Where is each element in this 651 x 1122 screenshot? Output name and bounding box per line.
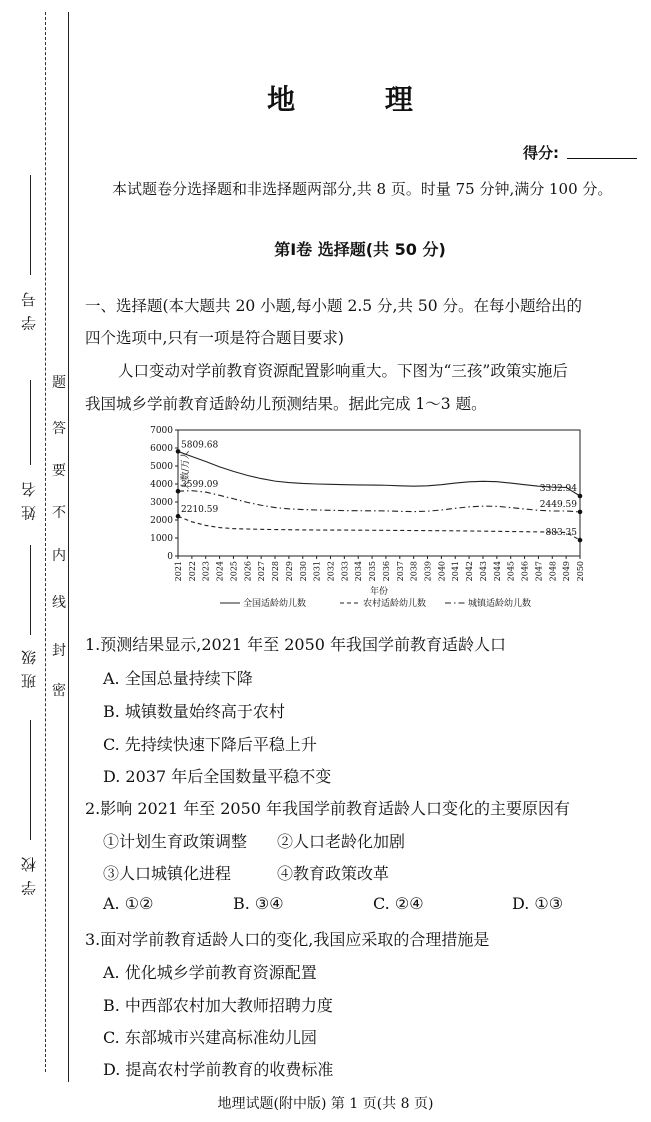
class-label: 班 级 bbox=[20, 648, 38, 689]
x-tick-label: 2033 bbox=[340, 561, 350, 582]
instruction-line-1: 一、选择题(本大题共 20 小题,每小题 2.5 分,共 50 分。在每小题给出的 bbox=[85, 297, 583, 315]
data-label: 3599.09 bbox=[181, 480, 219, 491]
name-label: 姓 名 bbox=[20, 480, 38, 521]
series-start-point bbox=[176, 449, 181, 454]
question-3-stem: 3.面对学前教育适龄人口的变化,我国应采取的合理措施是 bbox=[85, 930, 490, 949]
series-start-point bbox=[176, 489, 181, 494]
seal-char: 内 bbox=[52, 548, 66, 564]
seal-char: 答 bbox=[52, 421, 66, 437]
x-tick-label: 2024 bbox=[215, 561, 225, 582]
x-tick-label: 2021 bbox=[174, 561, 183, 582]
x-tick-label: 2037 bbox=[395, 561, 405, 582]
x-tick-label: 2034 bbox=[354, 561, 364, 582]
x-tick-label: 2044 bbox=[492, 561, 502, 582]
question-1-option-b[interactable]: B. 城镇数量始终高于农村 bbox=[103, 702, 285, 721]
legend-item: 农村适龄幼儿数 bbox=[363, 599, 427, 609]
score-field[interactable] bbox=[567, 158, 637, 159]
passage-line-1: 人口变动对学前教育资源配置影响重大。下图为“三孩”政策实施后 bbox=[118, 362, 568, 380]
x-tick-label: 2027 bbox=[257, 561, 267, 582]
student-id-field[interactable] bbox=[30, 175, 31, 275]
name-field[interactable] bbox=[30, 380, 31, 465]
x-tick-label: 2030 bbox=[298, 561, 308, 582]
seal-char: 题 bbox=[52, 375, 66, 391]
x-tick-label: 2035 bbox=[368, 561, 378, 582]
x-tick-label: 2023 bbox=[201, 561, 211, 582]
population-forecast-chart bbox=[140, 424, 600, 616]
seal-char: 不 bbox=[52, 505, 66, 521]
section-title: 第Ⅰ卷 选择题(共 50 分) bbox=[274, 240, 446, 259]
question-1-stem: 1.预测结果显示,2021 年至 2050 年我国学前教育适龄人口 bbox=[85, 635, 507, 654]
x-tick-label: 2043 bbox=[478, 561, 488, 582]
passage-line-2: 我国城乡学前教育适龄幼儿预测结果。据此完成 1～3 题。 bbox=[85, 395, 487, 413]
question-2-choice-2: ②人口老龄化加剧 bbox=[277, 832, 406, 851]
legend-item: 全国适龄幼儿数 bbox=[243, 599, 307, 609]
y-tick-label: 5000 bbox=[150, 462, 173, 472]
series-line-2 bbox=[178, 516, 580, 540]
x-tick-label: 2031 bbox=[312, 561, 322, 582]
x-tick-label: 2029 bbox=[284, 561, 294, 582]
data-label: 2210.59 bbox=[181, 505, 219, 516]
seal-char: 密 bbox=[52, 683, 66, 699]
data-label: 3332.94 bbox=[539, 484, 577, 495]
y-tick-label: 0 bbox=[167, 552, 173, 562]
x-tick-label: 2047 bbox=[534, 561, 544, 582]
question-1-option-d[interactable]: D. 2037 年后全国数量平稳不变 bbox=[103, 767, 332, 786]
school-label: 学 校 bbox=[20, 855, 38, 896]
question-1-option-c[interactable]: C. 先持续快速下降后平稳上升 bbox=[103, 735, 317, 754]
x-tick-label: 2028 bbox=[271, 561, 281, 582]
x-tick-label: 2025 bbox=[229, 561, 239, 582]
x-tick-label: 2038 bbox=[409, 561, 419, 582]
series-line-1 bbox=[178, 451, 580, 496]
y-tick-label: 1000 bbox=[150, 534, 173, 544]
x-tick-label: 2032 bbox=[326, 561, 336, 582]
series-start-point bbox=[176, 514, 181, 519]
legend-item: 城镇适龄幼儿数 bbox=[468, 599, 532, 609]
seal-char: 线 bbox=[52, 595, 66, 611]
binding-dashed-line bbox=[45, 12, 46, 1072]
data-label: 883.35 bbox=[545, 528, 577, 539]
series-end-point bbox=[578, 494, 583, 499]
student-id-label: 学 号 bbox=[20, 290, 38, 331]
question-2-choice-3: ③人口城镇化进程 bbox=[103, 864, 232, 883]
exam-intro: 本试题卷分选择题和非选择题两部分,共 8 页。时量 75 分钟,满分 100 分。 bbox=[112, 180, 613, 198]
page-title: 地 理 bbox=[267, 83, 453, 116]
series-end-point bbox=[578, 510, 583, 515]
x-tick-label: 2040 bbox=[437, 561, 447, 582]
class-field[interactable] bbox=[30, 545, 31, 635]
x-tick-label: 2026 bbox=[243, 561, 253, 582]
x-tick-label: 2048 bbox=[548, 561, 558, 582]
series-end-point bbox=[578, 538, 583, 543]
y-tick-label: 4000 bbox=[150, 480, 173, 490]
question-2-choice-4: ④教育政策改革 bbox=[277, 864, 390, 883]
question-2-stem: 2.影响 2021 年至 2050 年我国学前教育适龄人口变化的主要原因有 bbox=[85, 799, 571, 818]
series-line-3 bbox=[178, 491, 580, 512]
question-2-option-b[interactable]: B. ③④ bbox=[233, 894, 284, 913]
x-tick-label: 2036 bbox=[381, 561, 391, 582]
y-tick-label: 6000 bbox=[150, 444, 173, 454]
question-3-option-a[interactable]: A. 优化城乡学前教育资源配置 bbox=[103, 963, 317, 982]
y-tick-label: 3000 bbox=[150, 498, 173, 508]
y-tick-label: 2000 bbox=[150, 516, 173, 526]
x-tick-label: 2039 bbox=[423, 561, 433, 582]
seal-char: 封 bbox=[52, 643, 66, 659]
question-2-option-d[interactable]: D. ①③ bbox=[512, 894, 564, 913]
x-tick-label: 2042 bbox=[465, 561, 475, 582]
question-2-option-c[interactable]: C. ②④ bbox=[373, 894, 424, 913]
question-2-choice-1: ①计划生育政策调整 bbox=[103, 832, 248, 851]
question-3-option-b[interactable]: B. 中西部农村加大教师招聘力度 bbox=[103, 996, 333, 1015]
x-tick-label: 2022 bbox=[187, 561, 197, 582]
x-tick-label: 2049 bbox=[562, 561, 572, 582]
data-label: 2449.59 bbox=[539, 499, 577, 510]
question-1-option-a[interactable]: A. 全国总量持续下降 bbox=[103, 669, 253, 688]
data-label: 5809.68 bbox=[181, 440, 219, 451]
x-tick-label: 2041 bbox=[451, 561, 461, 582]
x-tick-label: 2045 bbox=[506, 561, 516, 582]
binding-margin-line bbox=[68, 12, 69, 1082]
x-tick-label: 2046 bbox=[520, 561, 530, 582]
school-field[interactable] bbox=[30, 720, 31, 840]
y-tick-label: 7000 bbox=[150, 426, 173, 436]
score-label: 得分: bbox=[523, 144, 559, 162]
question-2-option-a[interactable]: A. ①② bbox=[103, 894, 154, 913]
question-3-option-c[interactable]: C. 东部城市兴建高标准幼儿园 bbox=[103, 1028, 317, 1047]
x-tick-label: 2050 bbox=[576, 561, 585, 582]
question-3-option-d[interactable]: D. 提高农村学前教育的收费标准 bbox=[103, 1060, 334, 1079]
page-footer: 地理试题(附中版) 第 1 页(共 8 页) bbox=[217, 1096, 434, 1112]
y-axis-label: 人数/万人 bbox=[181, 450, 191, 490]
instruction-line-2: 四个选项中,只有一项是符合题目要求) bbox=[85, 329, 344, 347]
seal-char: 要 bbox=[52, 463, 66, 479]
x-axis-label: 年份 bbox=[369, 587, 389, 597]
plot-area bbox=[178, 430, 580, 556]
